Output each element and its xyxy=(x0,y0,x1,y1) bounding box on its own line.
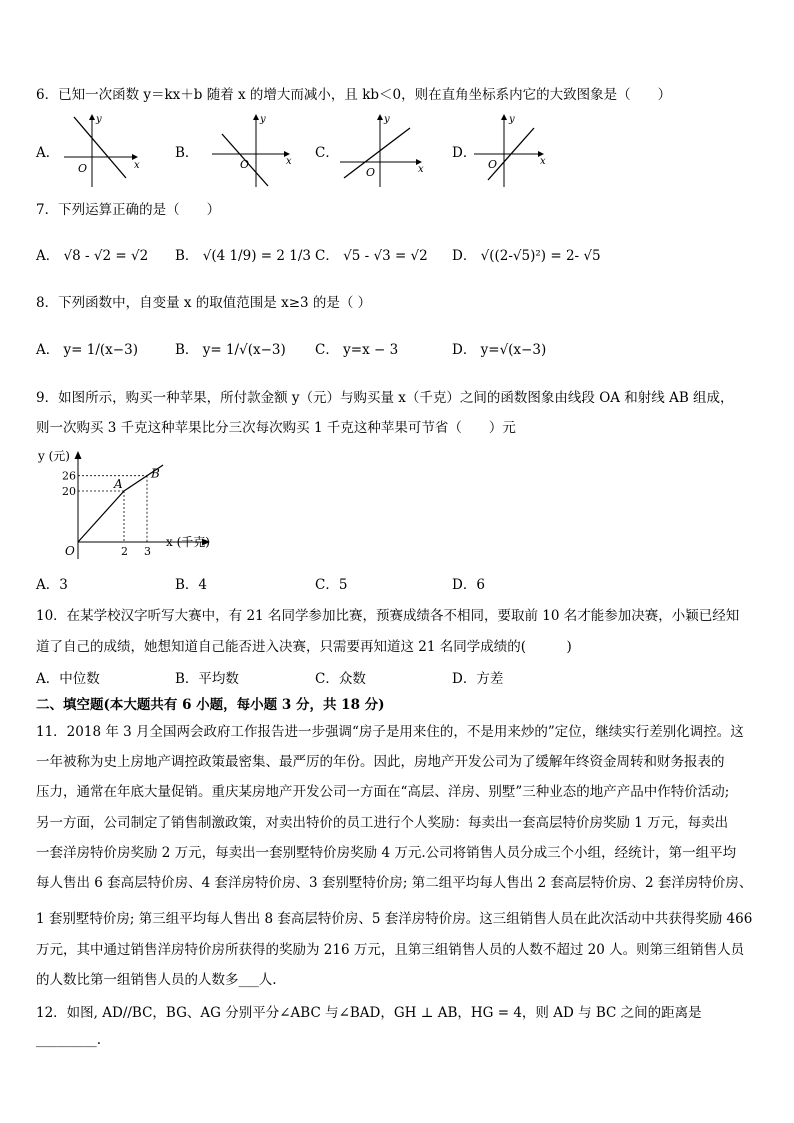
q11-line-8: 万元，其中通过销售洋房特价房所获得的奖励为 216 万元，且第三组销售人员的人数不超过 20 人。则第三组销售人员 xyxy=(36,942,745,958)
q8-option-b-label: B． xyxy=(175,342,199,358)
q7-option-d-expr: √((2-√5)²) = 2- √5 xyxy=(480,248,601,264)
q8-option-c xyxy=(315,338,398,358)
q10-option-d: D．方差 xyxy=(452,671,504,687)
q7-option-b-expr: √(4 1/9) = 2 1/3 xyxy=(202,248,311,264)
q9-option-d: D．6 xyxy=(452,577,485,593)
q10-option-c: C．众数 xyxy=(315,671,366,687)
q12-line-1: 12．如图, AD//BC，BG、AG 分别平分∠ABC 与∠BAD，GH ⊥ AB，HG = 4，则 AD 与 BC 之间的距离是 xyxy=(36,1005,702,1021)
q11-line-3: 压力，通常在年底大量促销。重庆某房地产开发公司一方面在“高层、洋房、别墅”三种业态的地产产品中作特价活动; xyxy=(36,784,730,800)
q6-option-d-label: D． xyxy=(452,145,477,161)
point-label-o: O xyxy=(65,544,75,558)
q8-option-d xyxy=(452,338,546,358)
q6-stem: 6．已知一次函数 y＝kx＋b 随着 x 的增大而减小，且 kb＜0，则在直角坐标系内它的大致图象是（ ） xyxy=(36,87,672,103)
svg-text:O: O xyxy=(488,158,498,171)
segment-oa xyxy=(78,491,124,542)
q6-option-a-label: A． xyxy=(36,145,60,161)
q8-option-c-label: C． xyxy=(315,342,339,358)
y-tick-26: 26 xyxy=(62,469,76,483)
q7-option-c-label: C． xyxy=(315,248,339,264)
svg-text:O: O xyxy=(366,166,376,179)
q11-line-4: 另一方面，公司制定了销售制激政策，对卖出特价的员工进行个人奖励：每卖出一套高层特价房奖励 1 万元，每卖出 xyxy=(36,815,729,831)
svg-text:x: x xyxy=(286,156,292,167)
q8-option-d-expr: y=√(x−3) xyxy=(480,342,547,358)
q6-graph-c xyxy=(340,112,430,187)
q8-option-b-expr: y= 1/√(x−3) xyxy=(202,342,286,358)
svg-text:O: O xyxy=(240,158,250,171)
q10-stem-line1: 10．在某学校汉字听写大赛中，有 21 名同学参加比赛，预赛成绩各不相同，要取前 10 名才能参加决赛，小颖已经知 xyxy=(36,608,740,624)
q6-option-b-label: B． xyxy=(175,145,199,161)
svg-text:y: y xyxy=(260,114,266,125)
y-axis-label: y (元) xyxy=(38,449,70,463)
q8-option-b xyxy=(175,338,286,358)
q7-stem: 7．下列运算正确的是（ ） xyxy=(36,202,221,218)
q8-option-d-label: D． xyxy=(452,342,477,358)
q10-option-a: A．中位数 xyxy=(36,671,100,687)
q12-answer-blank: _________. xyxy=(36,1032,102,1048)
q6-graph-b xyxy=(212,112,297,187)
point-label-a: A xyxy=(114,477,123,491)
q11-line-1: 11．2018 年 3 月全国两会政府工作报告进一步强调“房子是用来住的，不是用来炒的”定位，继续实行差别化调控。这 xyxy=(36,724,744,740)
q11-line-5: 一套洋房特价房奖励 2 万元，每卖出一套别墅特价房奖励 4 万元.公司将销售人员分成三个小组，经统计，第一组平均 xyxy=(36,845,737,861)
q8-stem: 8．下列函数中，自变量 x 的取值范围是 x≥3 的是（ ） xyxy=(36,295,372,311)
q6-graph-a xyxy=(64,112,144,187)
q7-option-a xyxy=(36,244,148,264)
q7-option-a-label: A． xyxy=(36,248,60,264)
q9-function-graph xyxy=(38,447,228,562)
svg-text:x: x xyxy=(418,164,424,175)
y-tick-20: 20 xyxy=(62,485,76,498)
q10-stem-line2: 道了自己的成绩，她想知道自己能否进入决赛，只需要再知道这 21 名同学成绩的( ) xyxy=(36,639,572,655)
svg-text:x: x xyxy=(540,156,546,167)
q7-option-a-expr: √8 - √2 = √2 xyxy=(63,248,149,264)
x-tick-3: 3 xyxy=(144,545,151,558)
q6-graph-d xyxy=(474,112,554,187)
q7-option-b xyxy=(175,244,311,264)
q8-option-a xyxy=(36,338,138,358)
q7-option-d-label: D． xyxy=(452,248,477,264)
y-axis-arrow xyxy=(75,451,82,459)
svg-text:y: y xyxy=(384,114,390,125)
q11-line-7: 1 套别墅特价房; 第三组平均每人售出 8 套高层特价房、5 套洋房特价房。这三组销售人员在此次活动中共获得奖励 466 xyxy=(36,911,753,927)
svg-text:x: x xyxy=(134,160,140,171)
section-heading: 二、填空题(本大题共有 6 小题，每小题 3 分，共 18 分) xyxy=(36,697,385,713)
x-tick-2: 2 xyxy=(121,545,128,558)
q9-option-b: B．4 xyxy=(175,577,208,593)
q9-option-c: C．5 xyxy=(315,577,348,593)
point-label-b: B xyxy=(151,466,160,481)
q10-option-b: B．平均数 xyxy=(175,671,239,687)
q11-line-6: 每人售出 6 套高层特价房、4 套洋房特价房、3 套别墅特价房; 第二组平均每人售出 2 套高层特价房、2 套洋房特价房、 xyxy=(36,875,753,891)
q8-option-a-label: A． xyxy=(36,342,60,358)
q11-line-2: 一年被称为史上房地产调控政策最密集、最严厉的年份。因此，房地产开发公司为了缓解年终资金周转和财务报表的 xyxy=(36,754,725,770)
svg-text:O: O xyxy=(78,162,88,175)
q11-line-9: 的人数比第一组销售人员的人数多___人. xyxy=(36,972,277,988)
svg-text:y: y xyxy=(509,114,515,125)
q8-option-c-expr: y=x − 3 xyxy=(343,342,399,358)
q9-stem-line2: 则一次购买 3 千克这种苹果比分三次每次购买 1 千克这种苹果可节省（ ）元 xyxy=(36,420,516,436)
q6-option-c-label: C． xyxy=(315,145,339,161)
x-axis-label: x (千克) xyxy=(166,535,210,549)
q7-option-d xyxy=(452,244,601,264)
q9-stem-line1: 9．如图所示，购买一种苹果，所付款金额 y（元）与购买量 x（千克）之间的函数图象由线段 OA 和射线 AB 组成， xyxy=(36,390,734,406)
q9-option-a: A．3 xyxy=(36,577,68,593)
svg-text:y: y xyxy=(96,114,102,125)
q7-option-c-expr: √5 - √3 = √2 xyxy=(343,248,428,264)
q7-option-c xyxy=(315,244,428,264)
q7-option-b-label: B． xyxy=(175,248,199,264)
q8-option-a-expr: y= 1/(x−3) xyxy=(63,342,138,358)
